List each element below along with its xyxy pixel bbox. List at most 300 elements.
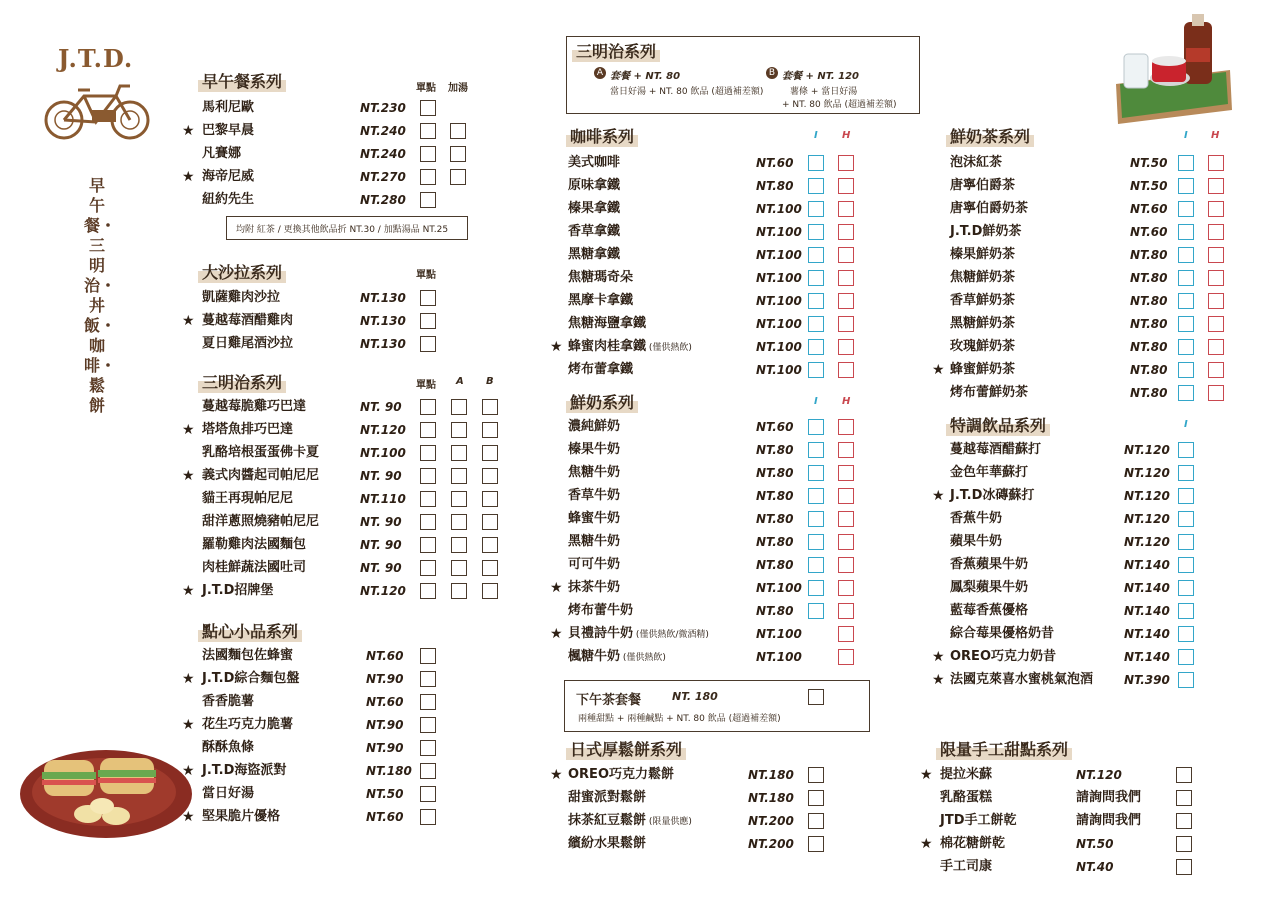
menu-item-price: 請詢問我們 xyxy=(1076,813,1142,828)
column-header-b: B xyxy=(486,376,494,387)
bicycle-icon xyxy=(42,82,152,144)
hot-checkbox[interactable] xyxy=(1208,224,1224,240)
hot-checkbox[interactable] xyxy=(838,626,854,642)
single-checkbox[interactable] xyxy=(420,583,436,599)
menu-item-name: 乳酪蛋糕 xyxy=(940,790,993,805)
set-b-checkbox[interactable] xyxy=(482,514,498,530)
star-icon: ★ xyxy=(182,809,195,825)
set-b-checkbox[interactable] xyxy=(482,583,498,599)
set-b-checkbox[interactable] xyxy=(482,399,498,415)
iced-checkbox[interactable] xyxy=(808,224,824,240)
menu-item-name: 貓王再現帕尼尼 xyxy=(202,491,294,506)
set-b-checkbox[interactable] xyxy=(482,560,498,576)
menu-item-name: 綜合莓果優格奶昔 xyxy=(950,626,1055,641)
menu-item-name: 榛果鮮奶茶 xyxy=(950,247,1016,262)
single-checkbox[interactable] xyxy=(420,123,436,139)
menu-item-name: 美式咖啡 xyxy=(568,155,621,170)
section-title-milk: 鮮奶系列 xyxy=(566,393,638,413)
hot-checkbox[interactable] xyxy=(1208,362,1224,378)
order-checkbox[interactable] xyxy=(808,813,824,829)
menu-item-price: NT.120 xyxy=(1124,466,1170,480)
menu-item-name: JTD手工餅乾 xyxy=(940,813,1017,828)
menu-item-price: NT.80 xyxy=(1130,386,1168,400)
menu-item-name: 香草牛奶 xyxy=(568,488,621,503)
menu-item-price: NT.100 xyxy=(756,202,802,216)
set-b-checkbox[interactable] xyxy=(482,537,498,553)
menu-item-name: 香草拿鐵 xyxy=(568,224,621,239)
iced-checkbox[interactable] xyxy=(1178,465,1194,481)
iced-checkbox[interactable] xyxy=(1178,672,1194,688)
single-checkbox[interactable] xyxy=(420,445,436,461)
section-title-milktea: 鮮奶茶系列 xyxy=(946,127,1034,147)
menu-item-name: 唐寧伯爵茶 xyxy=(950,178,1016,193)
single-checkbox[interactable] xyxy=(420,100,436,116)
single-checkbox[interactable] xyxy=(420,336,436,352)
iced-checkbox[interactable] xyxy=(808,511,824,527)
menu-item-name: 香草鮮奶茶 xyxy=(950,293,1016,308)
hot-checkbox[interactable] xyxy=(838,603,854,619)
iced-checkbox[interactable] xyxy=(1178,511,1194,527)
menu-item-name: 繽紛水果鬆餅 xyxy=(568,836,647,851)
menu-item-price: NT.270 xyxy=(360,170,406,184)
set-a-checkbox[interactable] xyxy=(451,514,467,530)
order-checkbox[interactable] xyxy=(420,786,436,802)
iced-checkbox[interactable] xyxy=(808,247,824,263)
set-a-checkbox[interactable] xyxy=(451,560,467,576)
set-b-sub2: + NT. 80 飲品 (超過補差額) xyxy=(782,100,897,110)
menu-item-price: NT.80 xyxy=(1130,340,1168,354)
set-b-checkbox[interactable] xyxy=(482,445,498,461)
star-icon: ★ xyxy=(182,468,195,484)
menu-item-name: 塔塔魚排巧巴達 xyxy=(202,422,294,437)
iced-checkbox[interactable] xyxy=(808,270,824,286)
brand-name: J.T.D. xyxy=(58,44,134,73)
menu-item-name: 凡賽娜 xyxy=(202,146,242,161)
iced-checkbox[interactable] xyxy=(1178,488,1194,504)
hot-checkbox[interactable] xyxy=(838,580,854,596)
hot-checkbox[interactable] xyxy=(1208,178,1224,194)
set-a-checkbox[interactable] xyxy=(451,491,467,507)
hot-checkbox[interactable] xyxy=(838,465,854,481)
iced-checkbox[interactable] xyxy=(1178,224,1194,240)
iced-checkbox[interactable] xyxy=(1178,316,1194,332)
menu-item-name: 馬利尼歐 xyxy=(202,100,255,115)
menu-item-name: 海帝尼威 xyxy=(202,169,255,184)
iced-checkbox[interactable] xyxy=(808,316,824,332)
menu-item-name: 黑糖鮮奶茶 xyxy=(950,316,1016,331)
menu-item-name: J.T.D鮮奶茶 xyxy=(950,224,1022,239)
menu-item-price: NT.120 xyxy=(360,423,406,437)
menu-item-price: NT.130 xyxy=(360,314,406,328)
order-checkbox[interactable] xyxy=(1176,767,1192,783)
menu-item-price: NT.60 xyxy=(366,649,404,663)
iced-checkbox[interactable] xyxy=(808,557,824,573)
single-checkbox[interactable] xyxy=(420,491,436,507)
menu-item-name: 香香脆薯 xyxy=(202,694,255,709)
set-a-checkbox[interactable] xyxy=(451,422,467,438)
hot-checkbox[interactable] xyxy=(838,419,854,435)
menu-item-price: NT.80 xyxy=(756,512,794,526)
iced-checkbox[interactable] xyxy=(808,488,824,504)
menu-item-name: 花生巧克力脆薯 xyxy=(202,717,294,732)
hot-checkbox[interactable] xyxy=(838,178,854,194)
star-icon: ★ xyxy=(550,339,563,355)
menu-item-price: NT.180 xyxy=(748,791,794,805)
single-checkbox[interactable] xyxy=(420,290,436,306)
iced-checkbox[interactable] xyxy=(1178,155,1194,171)
column-header-a: A xyxy=(456,376,464,387)
afternoon-tea-sub: 兩種甜點 + 兩種鹹點 + NT. 80 飲品 (超過補差額) xyxy=(578,714,781,724)
menu-item-price: NT.50 xyxy=(366,787,404,801)
menu-item-name: 巴黎早晨 xyxy=(202,123,255,138)
single-checkbox[interactable] xyxy=(420,399,436,415)
menu-item-price: NT.100 xyxy=(756,650,802,664)
hot-checkbox[interactable] xyxy=(838,155,854,171)
star-icon: ★ xyxy=(932,672,945,688)
hot-checkbox[interactable] xyxy=(838,488,854,504)
star-icon: ★ xyxy=(920,836,933,852)
menu-item-price: NT.80 xyxy=(756,604,794,618)
menu-item-name: 乳酪培根蛋蛋佛卡夏 xyxy=(202,445,320,460)
menu-item-price: NT.140 xyxy=(1124,604,1170,618)
iced-checkbox[interactable] xyxy=(1178,201,1194,217)
menu-item-name: 手工司康 xyxy=(940,859,993,874)
iced-checkbox[interactable] xyxy=(808,293,824,309)
hot-checkbox[interactable] xyxy=(838,557,854,573)
menu-item-name: 焦糖海鹽拿鐵 xyxy=(568,316,647,331)
sandwich-plate-illustration xyxy=(16,732,196,842)
hot-checkbox[interactable] xyxy=(1208,316,1224,332)
order-checkbox[interactable] xyxy=(420,671,436,687)
menu-item-name: J.T.D海盜派對 xyxy=(202,763,287,778)
menu-item-note: (限量供應) xyxy=(646,817,692,827)
menu-item-price: NT.130 xyxy=(360,291,406,305)
hot-checkbox[interactable] xyxy=(838,534,854,550)
menu-item-name: J.T.D冰磚蘇打 xyxy=(950,488,1035,503)
menu-item-price: NT.180 xyxy=(748,768,794,782)
section-title-special: 特調飲品系列 xyxy=(946,416,1050,436)
menu-item-name: 當日好湯 xyxy=(202,786,255,801)
menu-item-price: NT.110 xyxy=(360,492,406,506)
single-checkbox[interactable] xyxy=(420,537,436,553)
iced-checkbox[interactable] xyxy=(1178,626,1194,642)
hot-checkbox[interactable] xyxy=(1208,339,1224,355)
menu-item-name: 香蕉蘋果牛奶 xyxy=(950,557,1029,572)
hot-checkbox[interactable] xyxy=(838,224,854,240)
order-checkbox[interactable] xyxy=(420,740,436,756)
sandwich-set-title: 三明治系列 xyxy=(572,42,660,62)
menu-item-name: 玫瑰鮮奶茶 xyxy=(950,339,1016,354)
menu-item-name: 紐約先生 xyxy=(202,192,255,207)
menu-item-name: 焦糖瑪奇朵 xyxy=(568,270,634,285)
menu-item-name: 泡沫紅茶 xyxy=(950,155,1003,170)
order-checkbox[interactable] xyxy=(1176,836,1192,852)
section-title-sandwich: 三明治系列 xyxy=(198,373,286,393)
iced-checkbox[interactable] xyxy=(808,465,824,481)
single-checkbox[interactable] xyxy=(420,192,436,208)
hot-checkbox[interactable] xyxy=(1208,201,1224,217)
menu-item-price: NT.60 xyxy=(756,420,794,434)
iced-checkbox[interactable] xyxy=(808,442,824,458)
drinks-tray-illustration xyxy=(1112,14,1236,126)
menu-item-name: 烤布蕾鮮奶茶 xyxy=(950,385,1029,400)
hot-checkbox[interactable] xyxy=(1208,385,1224,401)
soup-checkbox[interactable] xyxy=(450,146,466,162)
set-b-sub1: 薯條 + 當日好湯 xyxy=(790,87,858,97)
menu-item-price: NT.90 xyxy=(366,672,404,686)
hot-checkbox[interactable] xyxy=(838,649,854,665)
set-a-checkbox[interactable] xyxy=(451,468,467,484)
set-b-checkbox[interactable] xyxy=(482,468,498,484)
order-checkbox[interactable] xyxy=(1176,813,1192,829)
menu-item-name: 黑糖牛奶 xyxy=(568,534,621,549)
order-checkbox[interactable] xyxy=(808,836,824,852)
iced-checkbox[interactable] xyxy=(1178,270,1194,286)
order-checkbox[interactable] xyxy=(808,767,824,783)
iced-checkbox[interactable] xyxy=(1178,649,1194,665)
menu-item-price: NT.140 xyxy=(1124,627,1170,641)
menu-item-name: 烤布蕾拿鐵 xyxy=(568,362,634,377)
menu-item-name: 甜洋蔥照燒豬帕尼尼 xyxy=(202,514,320,529)
hot-checkbox[interactable] xyxy=(838,247,854,263)
single-checkbox[interactable] xyxy=(420,422,436,438)
iced-checkbox[interactable] xyxy=(1178,293,1194,309)
column-header-single: 單點 xyxy=(416,83,436,94)
afternoon-tea-price: NT. 180 xyxy=(672,690,718,703)
menu-item-price: NT.60 xyxy=(366,810,404,824)
iced-checkbox[interactable] xyxy=(1178,603,1194,619)
menu-item-price: NT.80 xyxy=(1130,317,1168,331)
star-icon: ★ xyxy=(182,123,195,139)
menu-item-price: NT.120 xyxy=(360,584,406,598)
iced-checkbox[interactable] xyxy=(1178,339,1194,355)
set-a-checkbox[interactable] xyxy=(451,445,467,461)
menu-item-price: NT.200 xyxy=(748,837,794,851)
menu-item-name: 夏日雞尾酒沙拉 xyxy=(202,336,294,351)
single-checkbox[interactable] xyxy=(420,313,436,329)
order-checkbox[interactable] xyxy=(420,694,436,710)
iced-checkbox[interactable] xyxy=(808,201,824,217)
menu-item-name: 焦糖牛奶 xyxy=(568,465,621,480)
section-title-snacks: 點心小品系列 xyxy=(198,622,302,642)
hot-checkbox[interactable] xyxy=(838,511,854,527)
menu-item-price: NT.390 xyxy=(1124,673,1170,687)
menu-item-name: 原味拿鐵 xyxy=(568,178,621,193)
menu-item-price: NT.40 xyxy=(1076,860,1114,874)
star-icon: ★ xyxy=(182,422,195,438)
set-a-checkbox[interactable] xyxy=(451,399,467,415)
menu-item-price: NT. 90 xyxy=(360,469,402,483)
menu-item-name: 蔓越莓脆雞巧巴達 xyxy=(202,399,307,414)
menu-item-price: NT.80 xyxy=(1130,248,1168,262)
menu-item-name: 鳳梨蘋果牛奶 xyxy=(950,580,1029,595)
set-a-checkbox[interactable] xyxy=(451,583,467,599)
column-header-hot: H xyxy=(1211,130,1220,141)
menu-item-name: 金色年華蘇打 xyxy=(950,465,1029,480)
menu-item-price: NT.120 xyxy=(1124,535,1170,549)
menu-item-price: NT.120 xyxy=(1076,768,1122,782)
menu-item-price: NT.50 xyxy=(1130,179,1168,193)
hot-checkbox[interactable] xyxy=(838,201,854,217)
star-icon: ★ xyxy=(932,362,945,378)
order-checkbox[interactable] xyxy=(420,809,436,825)
iced-checkbox[interactable] xyxy=(808,603,824,619)
hot-checkbox[interactable] xyxy=(838,293,854,309)
menu-item-name: 堅果脆片優格 xyxy=(202,809,281,824)
star-icon: ★ xyxy=(182,671,195,687)
menu-item-price: NT. 90 xyxy=(360,515,402,529)
menu-item-name: 羅勒雞肉法國麵包 xyxy=(202,537,307,552)
menu-item-price: NT.120 xyxy=(1124,489,1170,503)
hot-checkbox[interactable] xyxy=(838,316,854,332)
menu-item-price: NT.100 xyxy=(756,627,802,641)
menu-item-price: NT. 90 xyxy=(360,561,402,575)
iced-checkbox[interactable] xyxy=(1178,247,1194,263)
hot-checkbox[interactable] xyxy=(1208,155,1224,171)
iced-checkbox[interactable] xyxy=(808,339,824,355)
iced-checkbox[interactable] xyxy=(1178,385,1194,401)
order-checkbox[interactable] xyxy=(420,648,436,664)
set-b-checkbox[interactable] xyxy=(482,422,498,438)
set-a-sub: 當日好湯 + NT. 80 飲品 (超過補差額) xyxy=(610,87,764,97)
iced-checkbox[interactable] xyxy=(808,580,824,596)
menu-item-price: NT.200 xyxy=(748,814,794,828)
column-header-iced: I xyxy=(814,130,818,141)
column-header-single: 單點 xyxy=(416,270,436,281)
menu-item-price: NT.60 xyxy=(756,156,794,170)
menu-item-price: NT.280 xyxy=(360,193,406,207)
menu-item-price: NT.230 xyxy=(360,101,406,115)
hot-checkbox[interactable] xyxy=(838,270,854,286)
menu-item-price: NT.100 xyxy=(360,446,406,460)
set-a-checkbox[interactable] xyxy=(451,537,467,553)
single-checkbox[interactable] xyxy=(420,514,436,530)
menu-item-name: 蜂蜜肉桂拿鐵 (僅供熱飲) xyxy=(568,339,692,354)
menu-item-name: 蘋果牛奶 xyxy=(950,534,1003,549)
hot-checkbox[interactable] xyxy=(838,442,854,458)
order-checkbox[interactable] xyxy=(1176,859,1192,875)
menu-item-name: 凱薩雞肉沙拉 xyxy=(202,290,281,305)
menu-item-price: NT.80 xyxy=(1130,294,1168,308)
menu-item-name: 可可牛奶 xyxy=(568,557,621,572)
menu-item-name: 唐寧伯爵奶茶 xyxy=(950,201,1029,216)
menu-item-price: NT.60 xyxy=(366,695,404,709)
menu-item-name: 焦糖鮮奶茶 xyxy=(950,270,1016,285)
brunch-note: 均附 紅茶 / 更換其他飲品折 NT.30 / 加點湯品 NT.25 xyxy=(236,225,449,235)
menu-item-price: NT.100 xyxy=(756,294,802,308)
menu-item-note: (僅供熱飲) xyxy=(646,343,692,353)
menu-item-note: (僅供熱飲/微酒精) xyxy=(633,630,709,640)
section-title-coffee: 咖啡系列 xyxy=(566,127,638,147)
column-header-single: 單點 xyxy=(416,380,436,391)
afternoon-tea-title: 下午茶套餐 xyxy=(576,693,642,708)
vertical-tagline: 早午餐・三明治・丼飯・咖啡・鬆餅 xyxy=(84,176,117,415)
star-icon: ★ xyxy=(182,583,195,599)
menu-item-price: NT.240 xyxy=(360,124,406,138)
menu-item-name: 香蕉牛奶 xyxy=(950,511,1003,526)
soup-checkbox[interactable] xyxy=(450,123,466,139)
star-icon: ★ xyxy=(932,649,945,665)
star-icon: ★ xyxy=(182,169,195,185)
menu-item-name: 榛果拿鐵 xyxy=(568,201,621,216)
hot-checkbox[interactable] xyxy=(1208,293,1224,309)
iced-checkbox[interactable] xyxy=(808,362,824,378)
menu-item-price: NT.80 xyxy=(756,558,794,572)
iced-checkbox[interactable] xyxy=(1178,362,1194,378)
iced-checkbox[interactable] xyxy=(1178,442,1194,458)
iced-checkbox[interactable] xyxy=(1178,178,1194,194)
order-checkbox[interactable] xyxy=(808,790,824,806)
menu-item-price: NT. 90 xyxy=(360,400,402,414)
single-checkbox[interactable] xyxy=(420,560,436,576)
menu-item-price: NT.60 xyxy=(1130,225,1168,239)
iced-checkbox[interactable] xyxy=(1178,557,1194,573)
column-header-hot: H xyxy=(842,396,851,407)
star-icon: ★ xyxy=(182,763,195,779)
star-icon: ★ xyxy=(920,767,933,783)
menu-item-price: NT.100 xyxy=(756,340,802,354)
single-checkbox[interactable] xyxy=(420,169,436,185)
iced-checkbox[interactable] xyxy=(808,419,824,435)
iced-checkbox[interactable] xyxy=(1178,534,1194,550)
menu-item-name: 甜蜜派對鬆餅 xyxy=(568,790,647,805)
section-title-waffle: 日式厚鬆餅系列 xyxy=(566,740,686,760)
menu-item-name: J.T.D招牌堡 xyxy=(202,583,274,598)
order-checkbox[interactable] xyxy=(1176,790,1192,806)
column-header-iced: I xyxy=(814,396,818,407)
set-a-text: 套餐 + NT. 80 xyxy=(610,71,681,82)
iced-checkbox[interactable] xyxy=(1178,580,1194,596)
menu-item-name: 烤布蕾牛奶 xyxy=(568,603,634,618)
menu-item-name: 抹茶牛奶 xyxy=(568,580,621,595)
brand-logo xyxy=(58,44,138,73)
menu-item-price: NT.120 xyxy=(1124,443,1170,457)
hot-checkbox[interactable] xyxy=(1208,247,1224,263)
menu-item-price: NT.80 xyxy=(756,466,794,480)
hot-checkbox[interactable] xyxy=(838,362,854,378)
column-header-iced: I xyxy=(1184,419,1188,430)
menu-item-name: 濃純鮮奶 xyxy=(568,419,621,434)
menu-item-name: 棉花糖餅乾 xyxy=(940,836,1006,851)
set-b-checkbox[interactable] xyxy=(482,491,498,507)
menu-item-price: NT.100 xyxy=(756,317,802,331)
iced-checkbox[interactable] xyxy=(808,155,824,171)
single-checkbox[interactable] xyxy=(420,468,436,484)
menu-item-name: 藍莓香蕉優格 xyxy=(950,603,1029,618)
menu-item-name: 黑摩卡拿鐵 xyxy=(568,293,634,308)
order-checkbox[interactable] xyxy=(420,717,436,733)
iced-checkbox[interactable] xyxy=(808,178,824,194)
menu-item-name: 抹茶紅豆鬆餅 (限量供應) xyxy=(568,813,692,828)
menu-item-price: NT.80 xyxy=(756,489,794,503)
afternoon-tea-checkbox[interactable] xyxy=(808,689,824,705)
menu-item-price: NT.240 xyxy=(360,147,406,161)
order-checkbox[interactable] xyxy=(420,763,436,779)
menu-item-price: NT.140 xyxy=(1124,581,1170,595)
menu-item-price: NT.100 xyxy=(756,248,802,262)
column-header-soup: 加湯 xyxy=(448,83,468,94)
menu-item-name: 貝禮詩牛奶 (僅供熱飲/微酒精) xyxy=(568,626,709,641)
single-checkbox[interactable] xyxy=(420,146,436,162)
menu-item-note: (僅供熱飲) xyxy=(620,653,666,663)
hot-checkbox[interactable] xyxy=(1208,270,1224,286)
menu-item-name: 蜂蜜鮮奶茶 xyxy=(950,362,1016,377)
soup-checkbox[interactable] xyxy=(450,169,466,185)
iced-checkbox[interactable] xyxy=(808,534,824,550)
set-b-badge: B xyxy=(766,67,778,79)
hot-checkbox[interactable] xyxy=(838,339,854,355)
star-icon: ★ xyxy=(550,580,563,596)
